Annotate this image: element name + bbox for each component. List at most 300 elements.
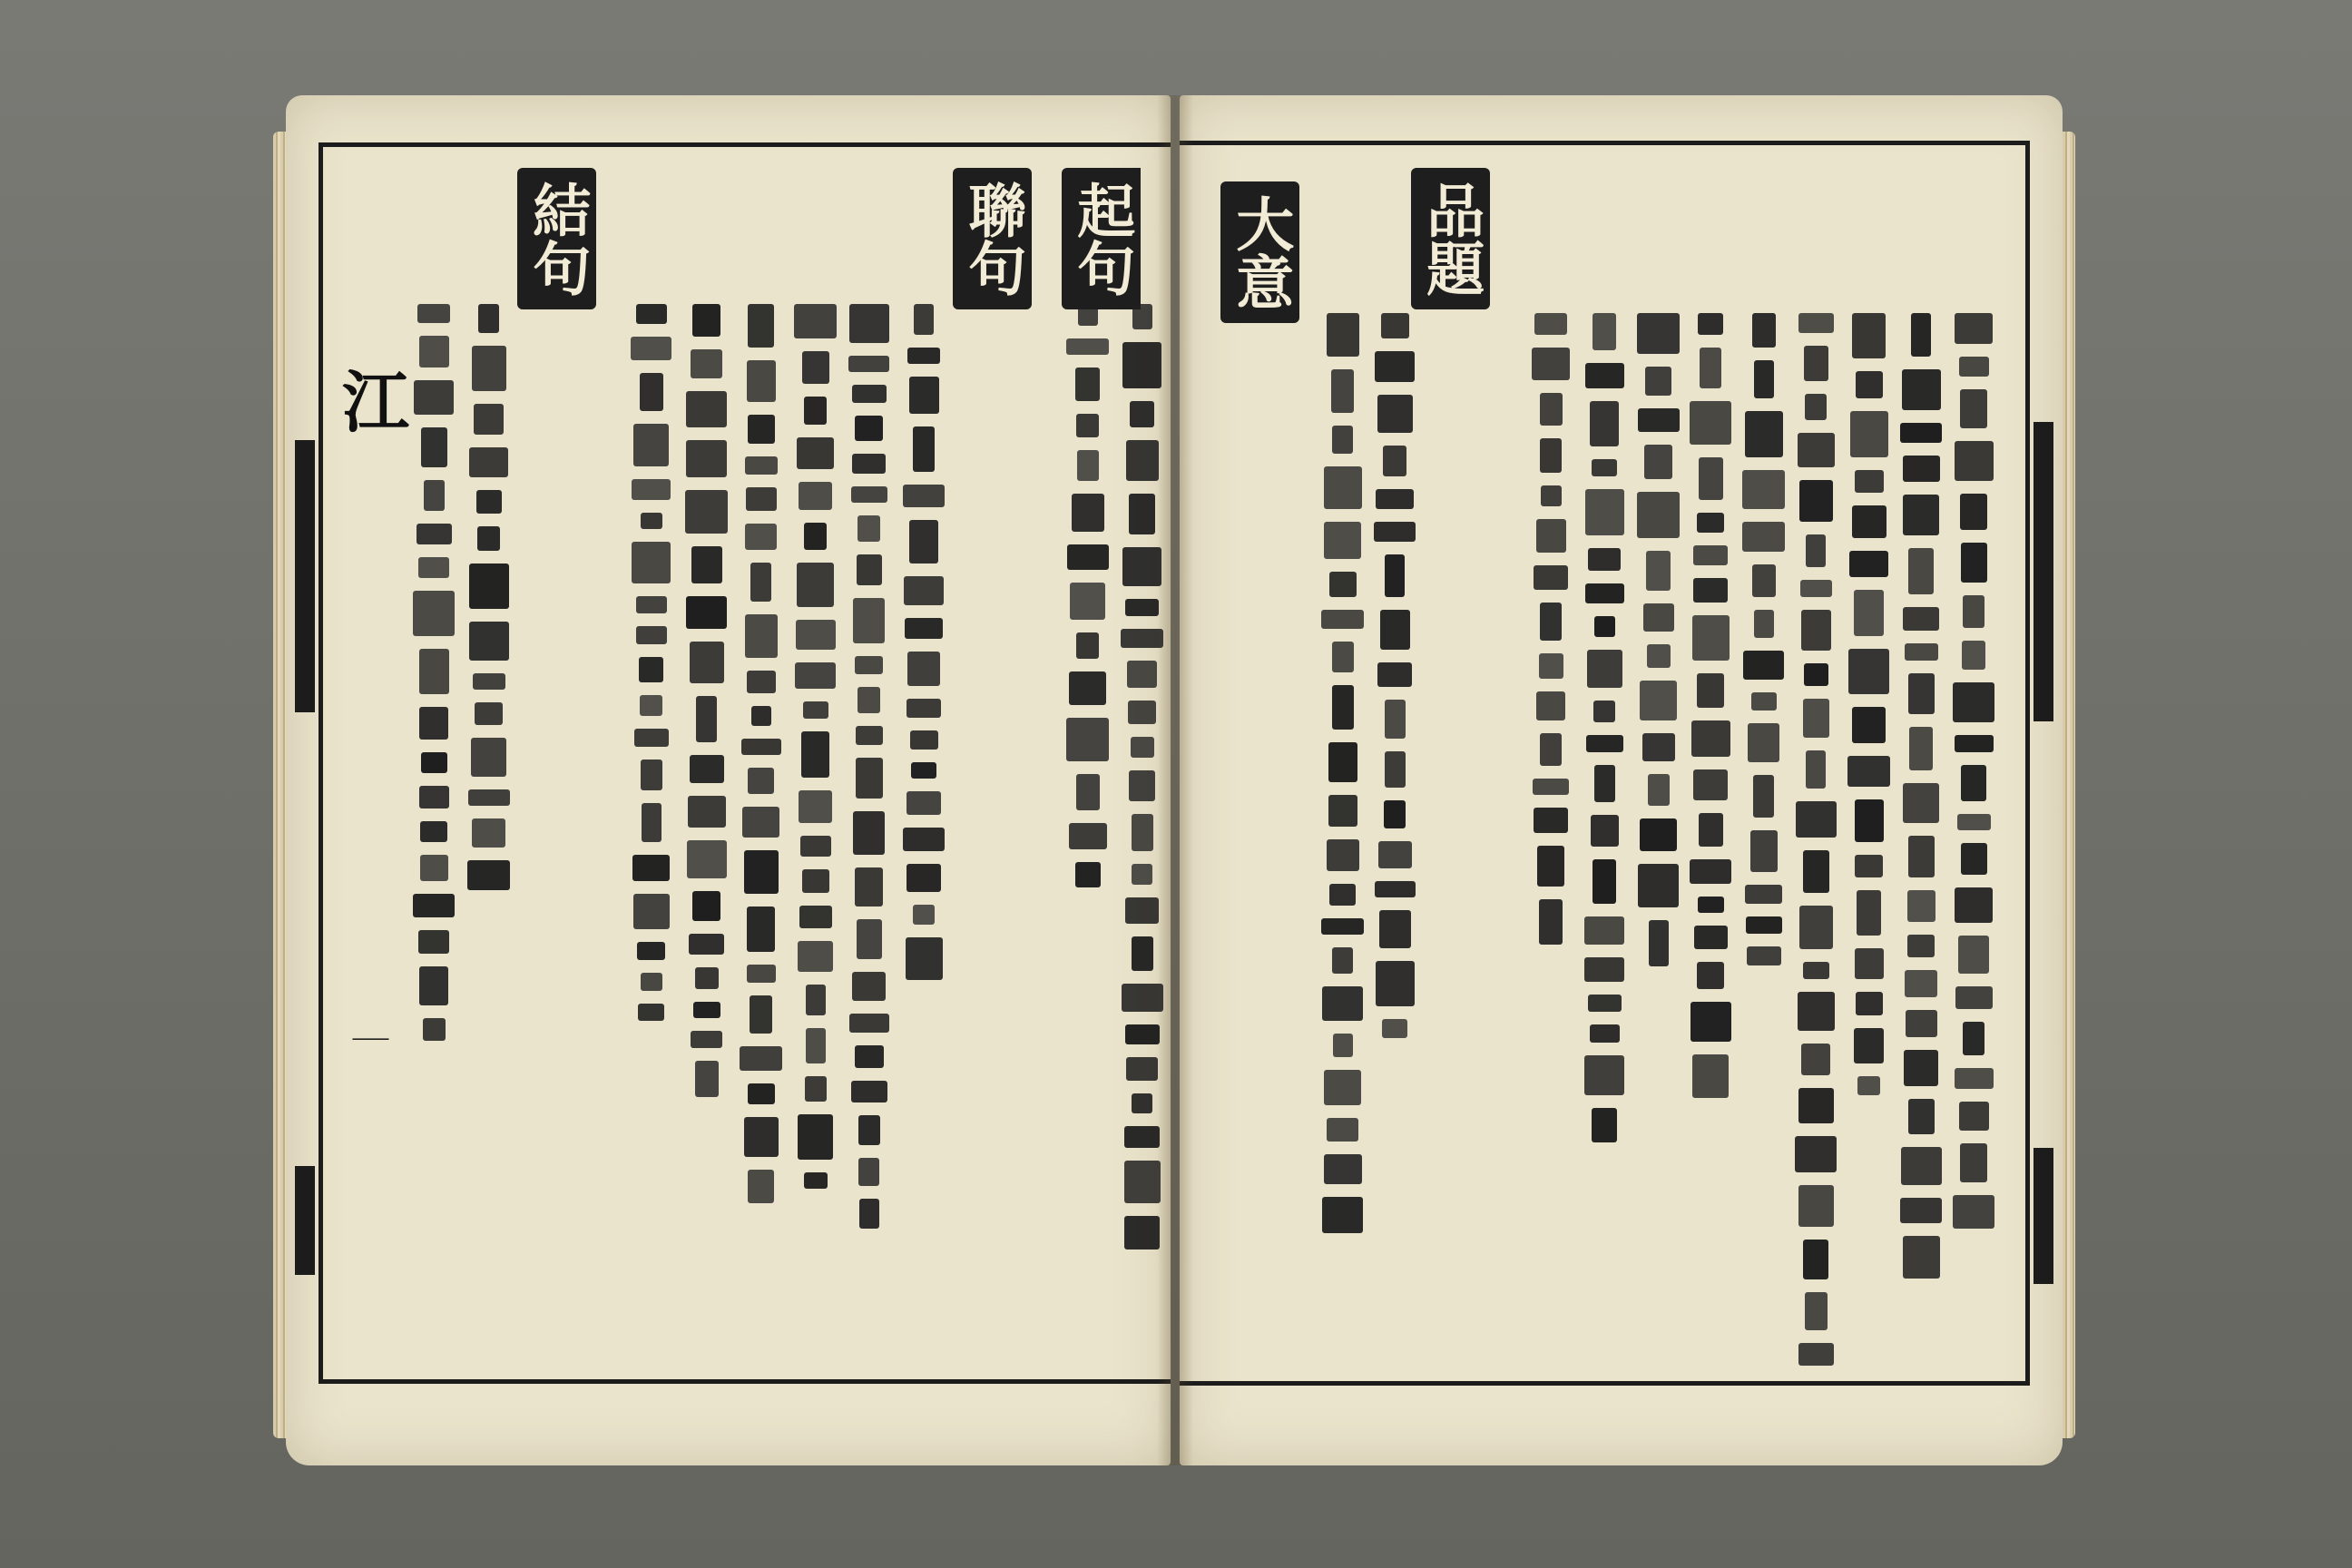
glyph-mark xyxy=(1959,1102,1989,1131)
glyph-mark xyxy=(472,346,506,391)
glyph-mark xyxy=(1911,313,1931,357)
glyph-mark xyxy=(794,304,837,338)
glyph-mark xyxy=(686,596,727,629)
glyph-mark xyxy=(857,919,882,959)
glyph-mark xyxy=(1958,936,1989,974)
glyph-mark xyxy=(634,729,669,747)
glyph-mark xyxy=(1637,492,1680,538)
glyph-mark xyxy=(1959,357,1989,377)
glyph-mark xyxy=(1742,522,1785,552)
glyph-mark xyxy=(1644,445,1672,479)
glyph-mark xyxy=(640,373,663,411)
text-column xyxy=(1953,313,1994,1366)
text-column xyxy=(1690,313,1731,1366)
glyph-mark xyxy=(473,673,505,690)
glyph-mark xyxy=(1690,1002,1731,1042)
glyph-mark xyxy=(750,563,771,602)
glyph-mark xyxy=(1588,548,1621,571)
glyph-mark xyxy=(801,731,829,778)
glyph-mark xyxy=(858,1158,879,1186)
glyph-mark xyxy=(688,796,726,828)
glyph-mark xyxy=(1960,389,1987,428)
glyph-mark xyxy=(1698,897,1724,913)
glyph-mark xyxy=(853,598,885,643)
glyph-mark xyxy=(904,576,944,605)
glyph-mark xyxy=(1803,962,1829,979)
glyph-mark xyxy=(805,1076,827,1102)
glyph-mark xyxy=(1383,446,1406,476)
glyph-mark xyxy=(1847,756,1890,787)
glyph-mark xyxy=(1700,348,1721,388)
glyph-mark xyxy=(1125,599,1159,616)
glyph-mark xyxy=(1855,470,1884,493)
glyph-mark xyxy=(1955,986,1993,1009)
glyph-mark xyxy=(1540,733,1562,766)
glyph-mark xyxy=(742,807,779,838)
glyph-mark xyxy=(1690,859,1731,884)
text-column xyxy=(1532,313,1570,1366)
glyph-mark xyxy=(420,855,448,881)
glyph-mark xyxy=(691,546,722,583)
glyph-mark xyxy=(1798,1343,1834,1366)
glyph-mark xyxy=(857,554,882,585)
glyph-mark xyxy=(1963,1022,1984,1055)
glyph-mark xyxy=(1848,649,1889,694)
glyph-mark xyxy=(631,337,671,360)
left-page-folio: ｜ xyxy=(347,1021,388,1057)
glyph-mark xyxy=(1961,543,1987,583)
glyph-mark xyxy=(1124,1216,1160,1250)
text-column xyxy=(740,304,782,1366)
text-column xyxy=(1584,313,1624,1366)
glyph-mark xyxy=(1692,615,1730,661)
glyph-mark xyxy=(1592,459,1617,476)
glyph-mark xyxy=(1324,466,1362,509)
text-column xyxy=(685,304,728,1366)
glyph-mark xyxy=(748,304,774,348)
glyph-mark xyxy=(1587,650,1622,688)
glyph-mark xyxy=(748,1170,774,1203)
glyph-mark xyxy=(1076,774,1100,810)
glyph-mark xyxy=(636,596,667,613)
glyph-mark xyxy=(1694,926,1728,949)
glyph-mark xyxy=(1322,986,1363,1021)
glyph-mark xyxy=(1069,823,1107,849)
section-character: 江 xyxy=(342,364,409,442)
glyph-mark xyxy=(799,790,832,823)
open-book xyxy=(286,95,2063,1465)
glyph-mark xyxy=(1857,890,1881,936)
glyph-mark xyxy=(637,942,665,960)
glyph-mark xyxy=(417,304,450,323)
glyph-mark xyxy=(1745,411,1783,457)
glyph-mark xyxy=(1806,750,1826,789)
glyph-mark xyxy=(747,906,775,952)
glyph-mark xyxy=(855,656,883,674)
glyph-mark xyxy=(1697,513,1724,533)
glyph-mark xyxy=(1798,313,1834,333)
text-column xyxy=(848,304,889,1366)
glyph-mark xyxy=(1903,1236,1940,1279)
glyph-mark xyxy=(1327,313,1359,357)
glyph-mark xyxy=(1327,1118,1358,1142)
glyph-mark xyxy=(1131,737,1154,758)
glyph-mark xyxy=(1961,843,1987,875)
glyph-mark xyxy=(1962,641,1985,670)
glyph-mark xyxy=(1070,583,1105,620)
glyph-mark xyxy=(419,786,449,808)
text-column xyxy=(1374,313,1416,1366)
glyph-mark xyxy=(1640,818,1677,851)
glyph-mark xyxy=(686,391,727,427)
glyph-mark xyxy=(1799,906,1833,948)
glyph-mark xyxy=(750,995,772,1034)
glyph-mark xyxy=(906,699,941,718)
glyph-mark xyxy=(1122,342,1161,388)
glyph-mark xyxy=(414,380,454,415)
glyph-mark xyxy=(1591,815,1619,847)
text-column xyxy=(1847,313,1890,1366)
glyph-mark xyxy=(1375,351,1415,382)
glyph-mark xyxy=(1132,936,1153,971)
glyph-mark xyxy=(633,424,669,466)
glyph-mark xyxy=(1132,864,1152,885)
glyph-mark xyxy=(795,662,836,689)
glyph-mark xyxy=(745,524,777,550)
glyph-mark xyxy=(418,930,449,954)
glyph-mark xyxy=(695,967,719,989)
glyph-mark xyxy=(1746,916,1782,934)
glyph-mark xyxy=(802,351,829,384)
glyph-mark xyxy=(1376,961,1415,1006)
glyph-mark xyxy=(1953,682,1994,722)
glyph-mark xyxy=(798,941,833,972)
glyph-mark xyxy=(799,482,832,510)
glyph-mark xyxy=(1539,653,1563,679)
glyph-mark xyxy=(1697,962,1724,989)
text-column xyxy=(413,304,455,1366)
glyph-mark xyxy=(911,762,936,779)
glyph-mark xyxy=(1592,313,1616,350)
glyph-mark xyxy=(748,415,775,444)
glyph-mark xyxy=(632,542,671,583)
glyph-mark xyxy=(1649,920,1669,966)
glyph-mark xyxy=(1328,742,1357,782)
glyph-mark xyxy=(1693,769,1728,800)
glyph-mark xyxy=(1692,1054,1729,1098)
glyph-mark xyxy=(1584,1055,1624,1095)
glyph-mark xyxy=(856,758,883,799)
glyph-mark xyxy=(1328,795,1357,827)
glyph-mark xyxy=(472,818,505,848)
text-column xyxy=(631,304,671,1366)
glyph-mark xyxy=(1854,1028,1884,1063)
glyph-mark xyxy=(1129,770,1155,801)
glyph-mark xyxy=(640,695,662,716)
glyph-mark xyxy=(686,440,727,477)
glyph-mark xyxy=(1332,947,1353,974)
glyph-mark xyxy=(1648,774,1670,806)
book-gutter xyxy=(1157,95,1193,1465)
glyph-mark xyxy=(1751,692,1777,710)
glyph-mark xyxy=(909,520,938,564)
glyph-mark xyxy=(632,479,671,500)
glyph-mark xyxy=(1804,346,1828,382)
glyph-mark xyxy=(745,614,778,658)
glyph-mark xyxy=(1324,1070,1361,1105)
glyph-mark xyxy=(800,836,831,857)
glyph-mark xyxy=(1900,423,1942,443)
right-page xyxy=(1180,95,2063,1465)
glyph-mark xyxy=(1800,580,1832,598)
glyph-mark xyxy=(858,687,880,713)
glyph-mark xyxy=(478,304,499,333)
glyph-mark xyxy=(1377,662,1412,687)
glyph-mark xyxy=(1640,681,1677,720)
glyph-mark xyxy=(1066,718,1109,761)
glyph-mark xyxy=(798,1114,833,1160)
glyph-mark xyxy=(744,1117,779,1157)
glyph-mark xyxy=(803,701,828,719)
glyph-mark xyxy=(1132,814,1153,851)
glyph-mark xyxy=(1385,751,1406,788)
glyph-mark xyxy=(1067,544,1109,570)
heading-ketsuku: 結句 xyxy=(517,168,596,309)
glyph-mark xyxy=(1537,846,1564,887)
glyph-mark xyxy=(802,869,829,893)
glyph-mark xyxy=(804,397,827,425)
glyph-mark xyxy=(1643,603,1674,632)
glyph-mark xyxy=(1907,935,1935,957)
glyph-mark xyxy=(1902,369,1941,410)
glyph-mark xyxy=(852,972,886,1001)
glyph-mark xyxy=(1385,700,1406,739)
glyph-mark xyxy=(1646,551,1671,591)
glyph-mark xyxy=(1377,395,1413,433)
glyph-mark xyxy=(1805,1292,1828,1331)
glyph-mark xyxy=(1803,699,1829,738)
glyph-mark xyxy=(1331,369,1354,413)
glyph-mark xyxy=(1321,918,1364,935)
glyph-mark xyxy=(1909,727,1933,770)
glyph-mark xyxy=(1126,440,1159,481)
glyph-mark xyxy=(849,304,889,343)
glyph-mark xyxy=(1690,401,1731,445)
glyph-mark xyxy=(421,427,447,467)
glyph-mark xyxy=(1754,610,1774,638)
glyph-mark xyxy=(1332,685,1354,730)
glyph-mark xyxy=(477,526,500,551)
glyph-mark xyxy=(903,828,945,851)
glyph-mark xyxy=(1953,1195,1994,1229)
glyph-mark xyxy=(1076,632,1099,659)
glyph-mark xyxy=(1534,808,1568,833)
glyph-mark xyxy=(1332,642,1354,672)
glyph-mark xyxy=(1638,864,1679,907)
glyph-mark xyxy=(689,934,724,955)
glyph-mark xyxy=(1857,1076,1880,1095)
glyph-mark xyxy=(1534,565,1568,590)
glyph-mark xyxy=(1955,1068,1994,1089)
glyph-mark xyxy=(641,513,662,529)
glyph-mark xyxy=(1798,992,1835,1031)
glyph-mark xyxy=(851,486,887,503)
glyph-mark xyxy=(799,906,832,928)
glyph-mark xyxy=(1697,673,1724,708)
glyph-mark xyxy=(858,1115,880,1145)
glyph-mark xyxy=(1745,885,1782,904)
glyph-mark xyxy=(1903,607,1939,631)
glyph-mark xyxy=(696,696,717,742)
text-column xyxy=(794,304,837,1366)
glyph-mark xyxy=(691,349,722,378)
glyph-mark xyxy=(1637,313,1680,354)
glyph-mark xyxy=(1849,551,1888,577)
glyph-mark xyxy=(633,894,670,929)
glyph-mark xyxy=(419,336,449,368)
glyph-mark xyxy=(1963,595,1984,628)
glyph-mark xyxy=(1803,850,1829,893)
heading-kiku: 起句 xyxy=(1062,168,1141,309)
glyph-mark xyxy=(685,490,728,534)
glyph-mark xyxy=(1329,572,1357,597)
glyph-mark xyxy=(858,515,880,542)
glyph-mark xyxy=(1066,338,1109,355)
heading-taii: 大意 xyxy=(1220,181,1299,323)
glyph-mark xyxy=(1594,765,1615,802)
glyph-mark xyxy=(852,454,886,474)
glyph-mark xyxy=(1329,884,1356,906)
glyph-mark xyxy=(1585,489,1624,535)
glyph-mark xyxy=(1903,456,1940,482)
glyph-mark xyxy=(1960,494,1987,530)
glyph-mark xyxy=(1638,408,1680,432)
glyph-mark xyxy=(909,377,939,414)
glyph-mark xyxy=(469,447,508,477)
glyph-mark xyxy=(1588,995,1622,1012)
glyph-mark xyxy=(419,707,448,740)
glyph-mark xyxy=(1593,701,1615,722)
right-margin-tab-lower xyxy=(2034,1148,2053,1284)
glyph-mark xyxy=(1078,304,1098,326)
glyph-mark xyxy=(1541,485,1562,506)
glyph-mark xyxy=(1806,534,1826,567)
glyph-mark xyxy=(1957,814,1991,830)
glyph-mark xyxy=(907,348,940,364)
left-page xyxy=(286,95,1171,1465)
glyph-mark xyxy=(1125,1024,1160,1044)
glyph-mark xyxy=(806,985,826,1015)
glyph-mark xyxy=(641,973,662,991)
glyph-mark xyxy=(913,905,935,925)
glyph-mark xyxy=(751,706,771,726)
glyph-mark xyxy=(1903,783,1939,823)
glyph-mark xyxy=(1754,360,1774,398)
glyph-mark xyxy=(1850,411,1888,457)
glyph-mark xyxy=(690,642,724,683)
glyph-mark xyxy=(1076,414,1099,437)
glyph-mark xyxy=(1855,948,1884,979)
glyph-mark xyxy=(796,620,836,650)
text-column xyxy=(1795,313,1837,1366)
glyph-mark xyxy=(416,524,452,544)
glyph-mark xyxy=(1072,494,1104,532)
glyph-mark xyxy=(1955,735,1994,752)
glyph-mark xyxy=(797,563,834,607)
glyph-mark xyxy=(1905,643,1938,661)
glyph-mark xyxy=(423,1018,446,1041)
heading-renku: 聯句 xyxy=(953,168,1032,309)
glyph-mark xyxy=(1124,1126,1160,1148)
glyph-mark xyxy=(1540,603,1562,641)
glyph-mark xyxy=(1903,495,1939,535)
text-column xyxy=(1900,313,1942,1366)
glyph-mark xyxy=(690,755,724,783)
glyph-mark xyxy=(1908,1099,1935,1134)
glyph-mark xyxy=(1075,368,1100,401)
glyph-mark xyxy=(1852,707,1886,743)
glyph-mark xyxy=(1584,957,1624,982)
glyph-mark xyxy=(1804,663,1828,687)
glyph-mark xyxy=(804,1172,828,1189)
glyph-mark xyxy=(804,523,827,550)
glyph-mark xyxy=(1126,1057,1158,1081)
text-column xyxy=(903,304,945,1366)
glyph-mark xyxy=(859,1199,879,1229)
glyph-mark xyxy=(1798,1185,1834,1227)
glyph-mark xyxy=(1584,916,1624,945)
glyph-mark xyxy=(1321,610,1364,629)
glyph-mark xyxy=(1381,313,1409,338)
glyph-mark xyxy=(1332,426,1353,454)
glyph-mark xyxy=(1642,733,1675,761)
glyph-mark xyxy=(1698,313,1723,335)
glyph-mark xyxy=(849,1014,889,1033)
glyph-mark xyxy=(1376,489,1414,509)
glyph-mark xyxy=(848,356,889,372)
glyph-mark xyxy=(1803,1240,1828,1279)
glyph-mark xyxy=(741,739,781,755)
glyph-mark xyxy=(1852,313,1886,358)
glyph-mark xyxy=(1796,801,1837,838)
glyph-mark xyxy=(906,937,943,980)
glyph-mark xyxy=(744,850,779,894)
glyph-mark xyxy=(1908,673,1935,714)
glyph-mark xyxy=(1645,367,1671,396)
glyph-mark xyxy=(1378,841,1412,868)
glyph-mark xyxy=(1691,720,1730,757)
glyph-mark xyxy=(1590,401,1619,446)
glyph-mark xyxy=(1539,899,1563,945)
glyph-mark xyxy=(906,791,941,815)
glyph-mark xyxy=(1592,859,1616,904)
glyph-mark xyxy=(1324,1154,1362,1184)
glyph-mark xyxy=(1590,1024,1620,1043)
glyph-mark xyxy=(1955,887,1993,923)
glyph-mark xyxy=(1805,394,1827,420)
text-column xyxy=(1321,313,1364,1366)
glyph-mark xyxy=(1752,313,1776,348)
glyph-mark xyxy=(687,840,727,878)
glyph-mark xyxy=(469,622,509,661)
glyph-mark xyxy=(1855,799,1884,842)
glyph-mark xyxy=(471,738,506,777)
glyph-mark xyxy=(467,860,510,890)
glyph-mark xyxy=(1955,313,1993,344)
glyph-mark xyxy=(806,1028,826,1063)
glyph-mark xyxy=(910,730,938,750)
glyph-mark xyxy=(1585,363,1624,388)
